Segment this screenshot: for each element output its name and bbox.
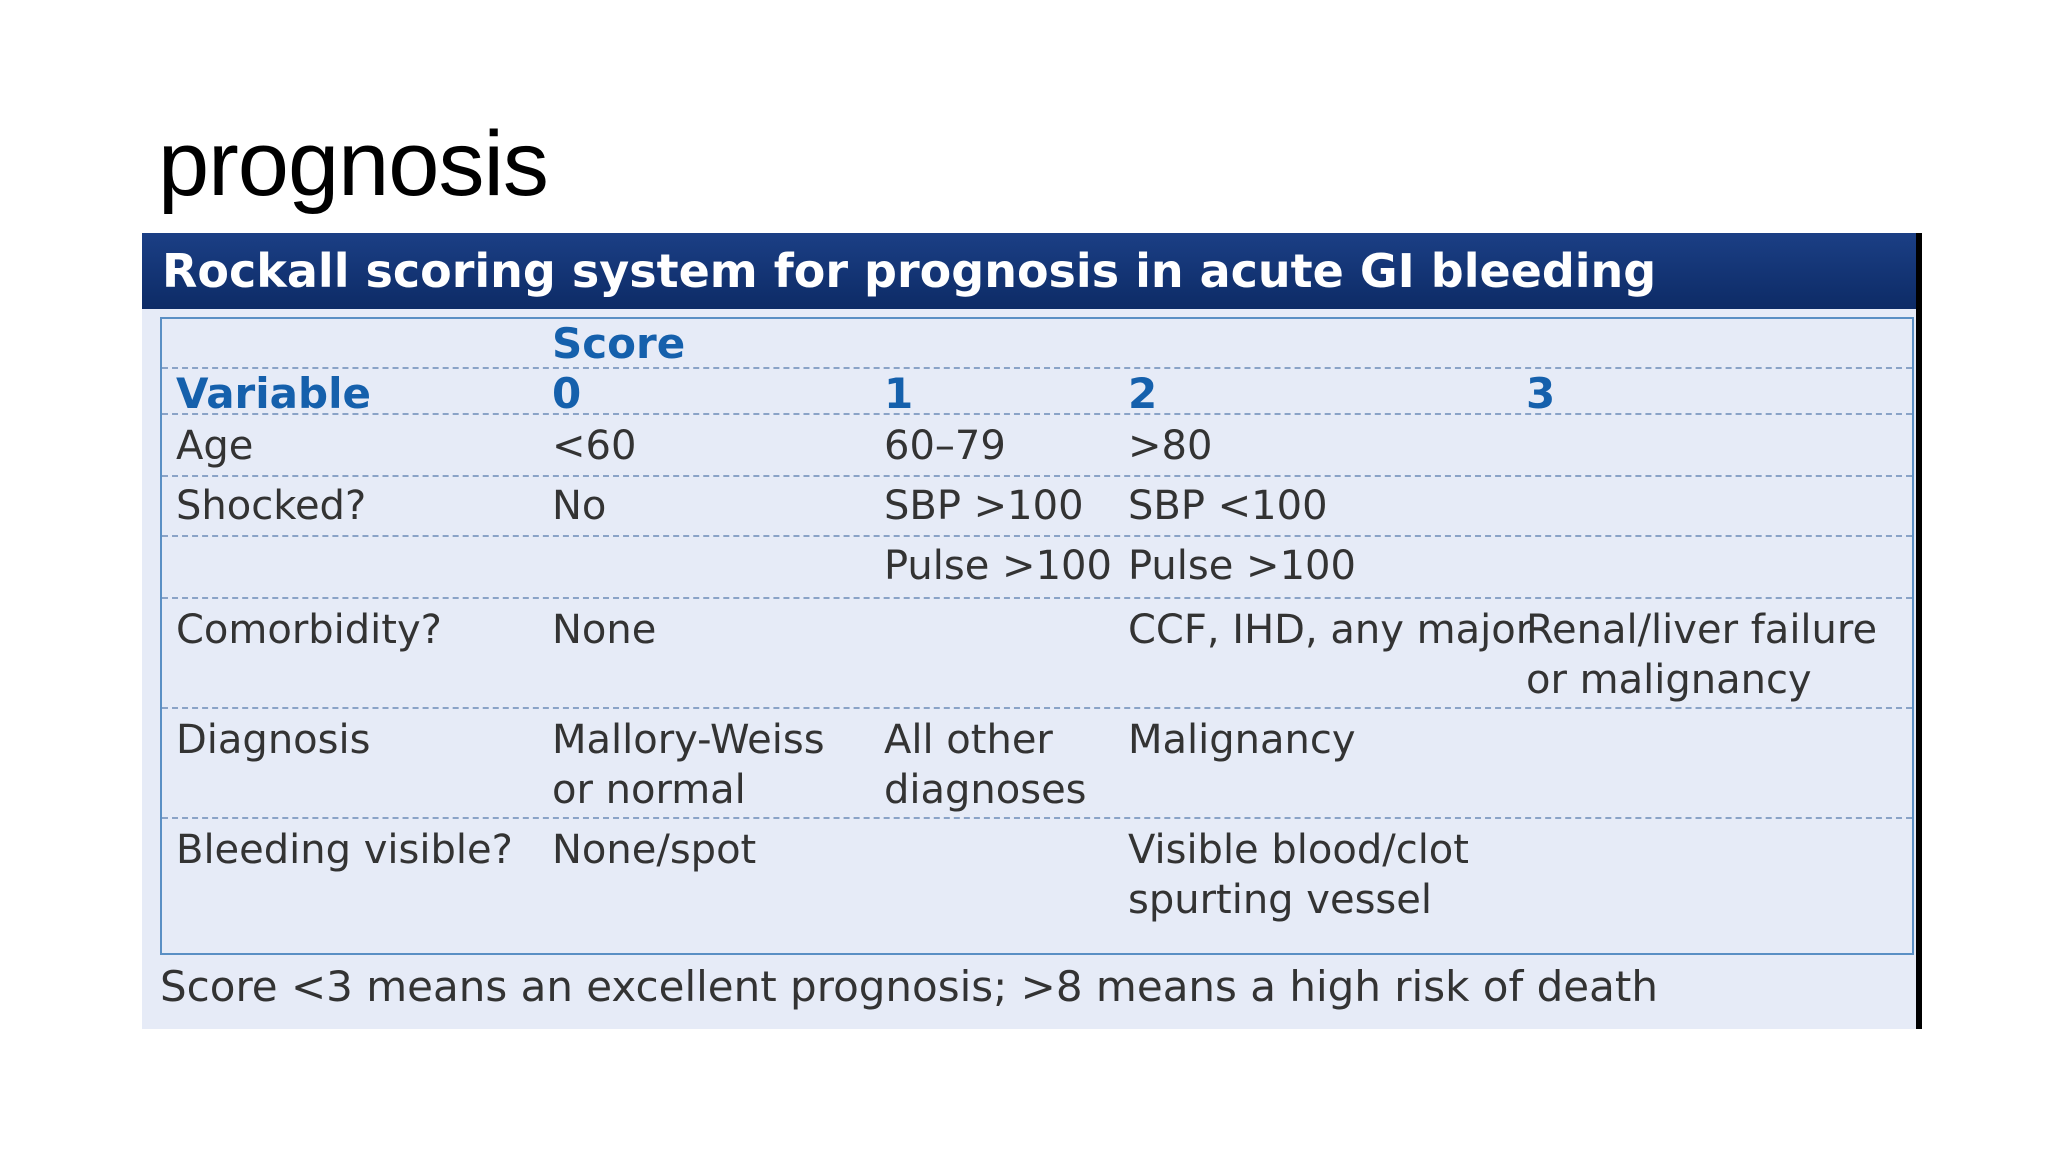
table-cell: SBP <100 (1128, 483, 1328, 529)
table-cell: Pulse >100 (884, 543, 1112, 589)
table-row-diagnosis (162, 709, 1912, 819)
table-cell: All other diagnoses (884, 717, 1087, 813)
score-label-row (162, 319, 1912, 369)
table-cell: No (552, 483, 607, 529)
table-body (160, 317, 1914, 955)
table-cell: >80 (1128, 423, 1213, 469)
table-cell: Age (176, 423, 254, 469)
table-cell: Malignancy (1128, 717, 1356, 763)
table-cell: SBP >100 (884, 483, 1084, 529)
table-footer-note: Score <3 means an excellent prognosis; >8 means a high risk of death (160, 962, 1658, 1011)
column-header-variable: Variable (176, 369, 371, 418)
column-header-score-0: 0 (552, 369, 582, 418)
table-cell: Mallory-Weiss or normal (552, 717, 825, 813)
column-header-score-2: 2 (1128, 369, 1158, 418)
table-cell: Renal/liver failure or malignancy (1526, 607, 1878, 703)
column-header-score-3: 3 (1526, 369, 1556, 418)
table-cell: Diagnosis (176, 717, 371, 763)
table-cell: Shocked? (176, 483, 367, 529)
table-cell: <60 (552, 423, 637, 469)
table-cell: Comorbidity? (176, 607, 442, 653)
column-header-row (162, 369, 1912, 418)
slide-title: prognosis (158, 113, 548, 215)
table-cell: CCF, IHD, any major (1128, 607, 1533, 653)
table-cell: Pulse >100 (1128, 543, 1356, 589)
table-cell: Visible blood/clot spurting vessel (1128, 827, 1469, 923)
table-row-shocked (162, 477, 1912, 537)
table-row-age (162, 415, 1912, 477)
score-label: Score (552, 319, 686, 368)
column-header-score-1: 1 (884, 369, 914, 418)
table-cell: Bleeding visible? (176, 827, 513, 873)
table-row-bleeding (162, 819, 1912, 953)
table-cell: None (552, 607, 657, 653)
table-cell: 60–79 (884, 423, 1006, 469)
rockall-table (142, 233, 1922, 1029)
table-cell: None/spot (552, 827, 757, 873)
table-row-comorbidity (162, 599, 1912, 709)
table-title: Rockall scoring system for prognosis in acute GI bleeding (142, 233, 1916, 309)
table-row-pulse (162, 537, 1912, 599)
